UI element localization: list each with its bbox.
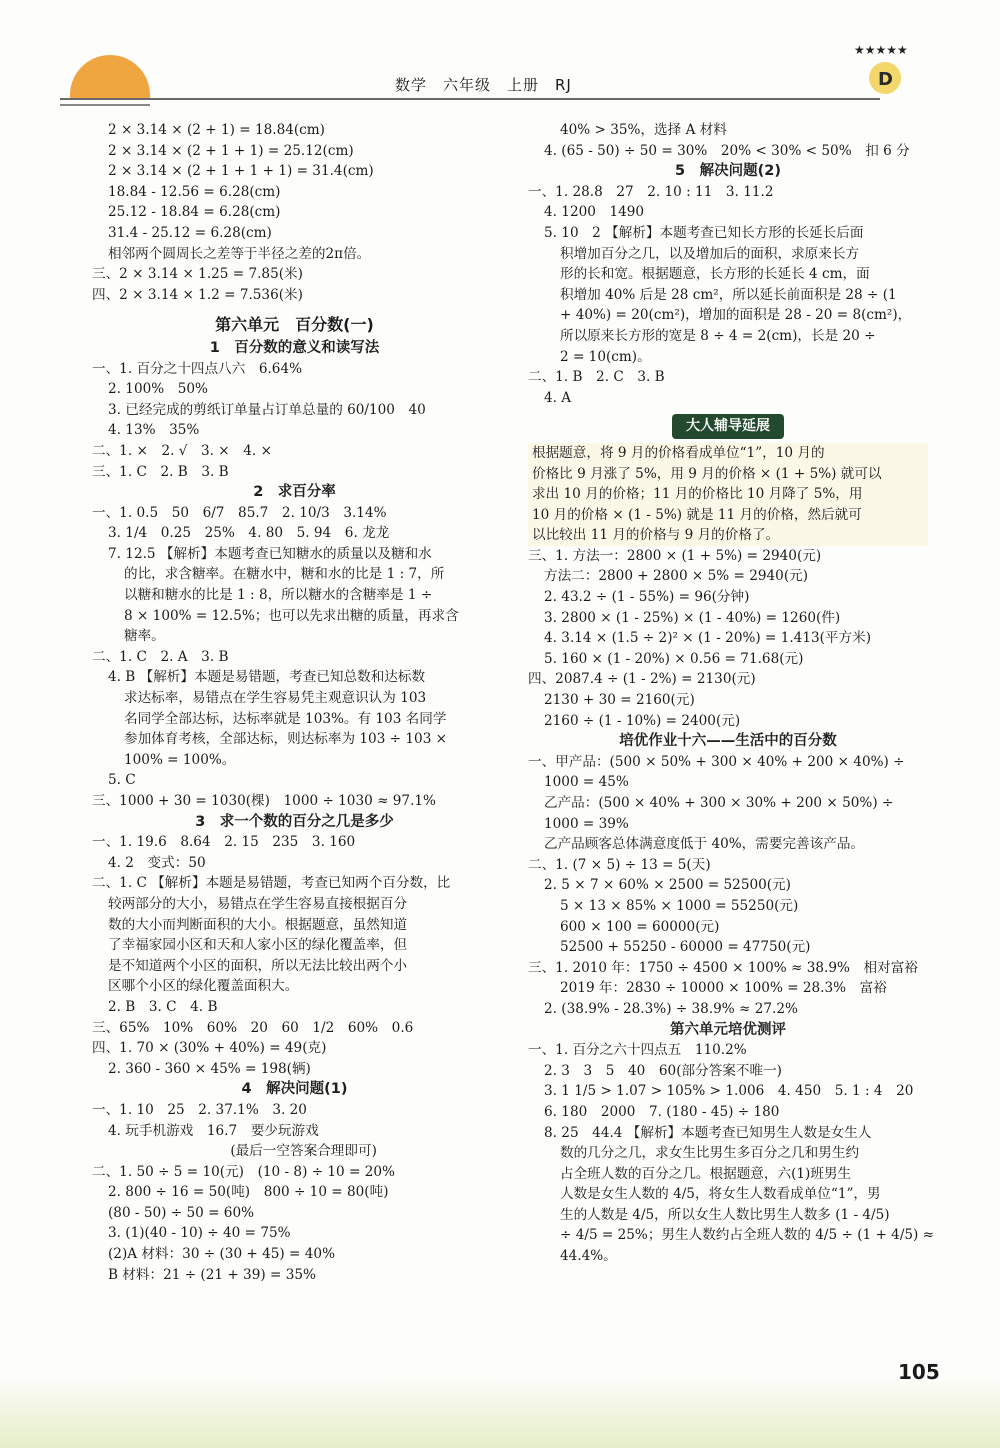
left-column: [92, 120, 497, 1285]
answer-line: (2)A 材料：30 ÷ (30 + 45) = 40%: [108, 1246, 335, 1263]
answer-line: 18.84 - 12.56 = 6.28(cm): [108, 183, 281, 200]
answer-line: 3. 1/4 0.25 25% 4. 80 5. 94 6. 龙龙: [108, 525, 390, 542]
answer-line: 2. (38.9% - 28.3%) ÷ 38.9% ≈ 27.2%: [544, 1000, 798, 1017]
answer-line: 较两部分的大小，易错点在学生容易直接根据百分: [108, 895, 408, 912]
answer-line: 根据题意，将 9 月的价格看成单位“1”，10 月的: [528, 443, 928, 464]
answer-line: 人数是女生人数的 4/5，将女生人数看成单位“1”，男: [560, 1186, 881, 1203]
answer-line: 糖率。: [124, 628, 165, 645]
answer-line: 一、1. 19.6 8.64 2. 15 235 3. 160: [92, 834, 356, 851]
answer-line: 3. 1 1/5 > 1.07 > 105% > 1.006 4. 450 5. 1 : 4 20: [544, 1083, 914, 1100]
answer-line: 方法二：2800 + 2800 × 5% = 2940(元): [544, 568, 809, 585]
answer-line: 价格比 9 月涨了 5%，用 9 月的价格 × (1 + 5%) 就可以: [528, 464, 928, 485]
answer-line: 乙产品：(500 × 40% + 300 × 30% + 200 × 50%) ÷: [544, 795, 894, 811]
answer-line: 2019 年：2830 ÷ 10000 × 100% = 28.3% 富裕: [560, 980, 887, 997]
page-number: 105: [898, 1360, 940, 1384]
answer-line: 2. 360 - 360 × 45% = 198(辆): [108, 1060, 311, 1077]
answer-line: 相邻两个圆周长之差等于半径之差的2π倍。: [108, 245, 371, 262]
answer-line: 2160 ÷ (1 - 10%) = 2400(元): [544, 712, 741, 729]
answer-line: 2130 + 30 = 2160(元): [544, 692, 695, 709]
answer-line: 以比较出 11 月的价格与 9 月的价格了。: [528, 525, 928, 546]
page-footer-decoration: [0, 1375, 1000, 1448]
answer-line: 生的人数是 4/5，所以女生人数比男生人数多 (1 - 4/5): [560, 1206, 890, 1223]
answer-line: 四、1. 70 × (30% + 40%) = 49(克): [92, 1040, 327, 1057]
answer-line: 5. 10 2 【解析】本题考查已知长方形的长延长后面: [544, 224, 864, 241]
answer-line: 600 × 100 = 60000(元): [560, 918, 720, 935]
answer-line: 4. (65 - 50) ÷ 50 = 30% 20% < 30% < 50% 扣 6 分: [544, 142, 910, 159]
answer-line: 8. 25 44.4 【解析】本题考查已知男生人数是女生人: [544, 1124, 872, 1141]
answer-line: 形的长和宽。根据题意，长方形的长延长 4 cm，面: [560, 266, 870, 283]
unit-heading: 第六单元 百分数(一): [215, 315, 374, 335]
answer-line: 4. 3.14 × (1.5 ÷ 2)² × (1 - 20%) = 1.413(平方米): [544, 630, 872, 647]
answer-line: 乙产品顾客总体满意度低于 40%，需要完善该产品。: [544, 836, 865, 853]
answer-line: 52500 + 55250 - 60000 = 47750(元): [560, 939, 811, 956]
answer-line: 1000 = 39%: [544, 815, 629, 832]
answer-line: 31.4 - 25.12 = 6.28(cm): [108, 224, 272, 241]
section-heading: 5 解决问题(2): [675, 163, 781, 180]
answer-line: 四、2087.4 ÷ (1 - 2%) = 2130(元): [528, 671, 756, 688]
star-badge-icon: [850, 40, 920, 100]
answer-line: 8 × 100% = 12.5%；也可以先求出糖的质量，再求含: [124, 607, 459, 624]
answer-line: 100% = 100%。: [124, 751, 236, 768]
answer-line: 2 = 10(cm)。: [560, 348, 651, 365]
svg-text:D: D: [878, 69, 893, 90]
answer-line: 占全班人数的百分之几。根据题意，六(1)班男生: [560, 1165, 852, 1182]
answer-line: 二、1. C 【解析】本题是易错题，考查已知两个百分数，比: [92, 875, 451, 892]
answer-line: 5 × 13 × 85% × 1000 = 55250(元): [560, 897, 799, 914]
answer-line: 是不知道两个小区的面积，所以无法比较出两个小: [108, 957, 408, 974]
answer-line: 2. 43.2 ÷ (1 - 55%) = 96(分钟): [544, 589, 750, 606]
answer-line: 40% > 35%，选择 A 材料: [560, 122, 727, 138]
sunset-logo-icon: [70, 55, 150, 100]
answer-line: 三、1. C 2. B 3. B: [92, 463, 229, 480]
answer-line: (最后一空答案合理即可): [108, 1143, 377, 1160]
answer-line: 区哪个小区的绿化覆盖面积大。: [108, 978, 299, 995]
answer-line: 2. B 3. C 4. B: [108, 998, 218, 1015]
answer-line: 参加体育考核，全部达标，则达标率为 103 ÷ 103 ×: [124, 731, 448, 748]
answer-line: 3. (1)(40 - 10) ÷ 40 = 75%: [108, 1225, 291, 1242]
answer-line: 1000 = 45%: [544, 774, 629, 791]
answer-line: 三、2 × 3.14 × 1.25 = 7.85(米): [92, 266, 303, 283]
answer-line: 一、1. 0.5 50 6/7 85.7 2. 10/3 3.14%: [92, 504, 387, 521]
answer-line: 2. 100% 50%: [108, 381, 208, 398]
answer-line: 数的几分之几，求女生比男生多百分之几和男生约: [560, 1145, 860, 1162]
answer-line: 5. C: [108, 772, 136, 789]
answer-line: 一、1. 10 25 2. 37.1% 3. 20: [92, 1101, 307, 1118]
answer-line: 二、1. 50 ÷ 5 = 10(元) (10 - 8) ÷ 10 = 20%: [92, 1163, 395, 1180]
page-title: 数学 六年级 上册 RJ: [395, 76, 572, 94]
answer-line: 2. 800 ÷ 16 = 50(吨) 800 ÷ 10 = 80(吨): [108, 1184, 389, 1201]
svg-text:★★★★★: ★★★★★: [854, 43, 908, 57]
answer-line: 4. A: [544, 389, 572, 406]
answer-line: 数的大小而判断面积的大小。根据题意，虽然知道: [108, 916, 408, 933]
answer-line: 二、1. C 2. A 3. B: [92, 648, 229, 665]
answer-line: 3. 已经完成的剪纸订单量占订单总量的 60/100 40: [108, 401, 426, 418]
answer-line: 5. 160 × (1 - 20%) × 0.56 = 71.68(元): [544, 650, 804, 667]
answer-line: 4. 13% 35%: [108, 422, 200, 439]
answer-line: 以糖和糖水的比是 1 : 8，所以糖水的含糖率是 1 ÷: [124, 587, 433, 604]
answer-line: 三、1. 2010 年：1750 ÷ 4500 × 100% ≈ 38.9% 相对富裕: [528, 959, 918, 976]
answer-line: 三、1000 + 30 = 1030(棵) 1000 ÷ 1030 ≈ 97.1%: [92, 793, 436, 809]
answer-line: 三、65% 10% 60% 20 60 1/2 60% 0.6: [92, 1019, 414, 1036]
header-rule: [60, 98, 880, 100]
answer-line: 4. 玩手机游戏 16.7 要少玩游戏: [108, 1122, 319, 1139]
answer-line: 2. 5 × 7 × 60% × 2500 = 52500(元): [544, 877, 791, 894]
answer-line: 6. 180 2000 7. (180 - 45) ÷ 180: [544, 1103, 780, 1120]
section-heading: 培优作业十六——生活中的百分数: [619, 733, 837, 750]
answer-line: 名同学全部达标，达标率就是 103%。有 103 名同学: [124, 710, 447, 727]
answer-line: 所以原来长方形的宽是 8 ÷ 4 = 2(cm)，长是 20 ÷: [560, 327, 876, 344]
answer-line: 三、1. 方法一：2800 × (1 + 5%) = 2940(元): [528, 547, 822, 564]
answer-line: 4. B 【解析】本题是易错题，考查已知总数和达标数: [108, 669, 426, 686]
right-column: [528, 120, 935, 1267]
answer-line: 10 月的价格 × (1 - 5%) 就是 11 月的价格，然后就可: [528, 505, 928, 526]
answer-line: 积增加百分之几，以及增加后的面积，求原来长方: [560, 245, 860, 262]
section-heading: 3 求一个数的百分之几是多少: [195, 813, 394, 830]
header-rule-short: [60, 104, 150, 106]
answer-line: 二、1. (7 × 5) ÷ 13 = 5(天): [528, 856, 711, 873]
answer-line: 25.12 - 18.84 = 6.28(cm): [108, 204, 281, 221]
answer-line: B 材料：21 ÷ (21 + 39) = 35%: [108, 1266, 316, 1283]
answer-line: 一、1. 百分之十四点八六 6.64%: [92, 360, 303, 377]
section-banner: 大人辅导延展: [528, 414, 928, 439]
answer-line: 二、1. B 2. C 3. B: [528, 369, 665, 386]
answer-line: + 40%) = 20(cm²)，增加的面积是 28 - 20 = 8(cm²)，: [560, 307, 912, 324]
answer-line: 求达标率，易错点在学生容易凭主观意识认为 103: [124, 690, 427, 707]
answer-line: 一、1. 百分之六十四点五 110.2%: [528, 1042, 747, 1059]
answer-line: 4. 1200 1490: [544, 204, 645, 221]
answer-line: 求出 10 月的价格；11 月的价格比 10 月降了 5%，用: [528, 484, 928, 505]
section-heading: 第六单元培优测评: [670, 1021, 786, 1038]
answer-line: 了幸福家园小区和天和人家小区的绿化覆盖率，但: [108, 937, 408, 954]
answer-line: 二、1. × 2. √ 3. × 4. ×: [92, 442, 272, 459]
answer-line: 一、甲产品：(500 × 50% + 300 × 40% + 200 × 40%) ÷: [528, 753, 905, 770]
answer-line: 2 × 3.14 × (2 + 1 + 1) = 25.12(cm): [108, 142, 354, 159]
answer-line: 7. 12.5 【解析】本题考查已知糖水的质量以及糖和水: [108, 545, 432, 562]
answer-line: (80 - 50) ÷ 50 = 60%: [108, 1204, 255, 1221]
answer-line: 3. 2800 × (1 - 25%) × (1 - 40%) = 1260(件): [544, 609, 841, 626]
answer-line: 44.4%。: [560, 1248, 617, 1265]
page-header: [0, 0, 1000, 120]
section-heading: 1 百分数的意义和读写法: [209, 339, 380, 356]
answer-line: 的比，求含糖率。在糖水中，糖和水的比是 1 : 7，所: [124, 566, 445, 583]
answer-line: 四、2 × 3.14 × 1.2 = 7.536(米): [92, 286, 303, 303]
answer-line: 2. 3 3 5 40 60(部分答案不唯一): [544, 1062, 782, 1079]
answer-line: 2 × 3.14 × (2 + 1 + 1 + 1) = 31.4(cm): [108, 163, 374, 180]
answer-line: ÷ 4/5 = 25%；男生人数约占全班人数的 4/5 ÷ (1 + 4/5) ≈: [560, 1227, 935, 1244]
answer-line: 积增加 40% 后是 28 cm²，所以延长前面积是 28 ÷ (1: [560, 286, 897, 303]
answer-line: 2 × 3.14 × (2 + 1) = 18.84(cm): [108, 122, 325, 138]
section-heading: 4 解决问题(1): [241, 1081, 348, 1098]
section-heading: 2 求百分率: [253, 484, 336, 501]
answer-line: 一、1. 28.8 27 2. 10 : 11 3. 11.2: [528, 183, 774, 200]
answer-line: 4. 2 变式：50: [108, 854, 206, 871]
